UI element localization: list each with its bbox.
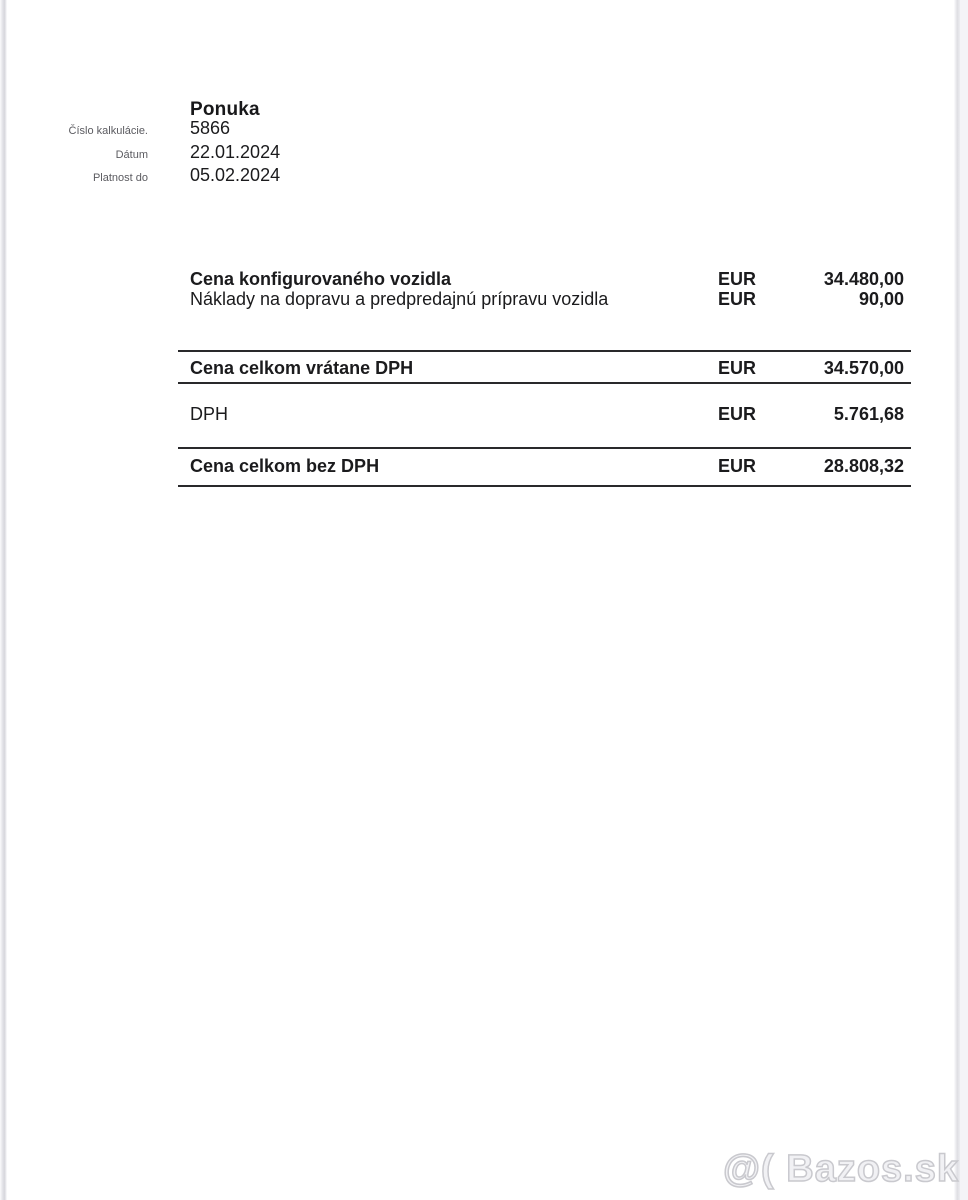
price-label: Cena celkom vrátane DPH (190, 358, 414, 378)
date-label: Dátum (115, 148, 148, 161)
total-row-excl-vat (178, 456, 912, 476)
valid-until-value: 05.02.2024 (190, 165, 281, 186)
meta-row-calculation-number (40, 118, 460, 142)
divider (178, 485, 911, 487)
document-meta (40, 118, 460, 189)
amount-value: 28.808,32 (823, 456, 904, 476)
calculation-number-label: Číslo kalkulácie. (68, 125, 148, 137)
currency-label: EUR (718, 456, 757, 476)
currency-label: EUR (718, 358, 757, 378)
page-edge-right-margin (960, 0, 968, 1200)
amount-value: 34.480,00 (823, 269, 904, 289)
price-row-delivery-prep (178, 289, 912, 309)
amount-value: 5.761,68 (833, 404, 904, 424)
total-row-incl-vat (178, 358, 912, 378)
calculation-number-value: 5866 (190, 118, 231, 138)
divider (178, 447, 911, 449)
page-edge-left (0, 0, 7, 1200)
meta-row-valid-until (40, 165, 460, 189)
divider (178, 350, 911, 352)
currency-label: EUR (718, 289, 757, 309)
bazos-watermark: @( Bazos.sk (722, 1148, 959, 1190)
price-row-vehicle-config (178, 269, 912, 289)
price-label: Cena konfigurovaného vozidla (190, 269, 452, 289)
vat-row (178, 404, 912, 424)
date-value: 22.01.2024 (190, 141, 281, 162)
amount-value: 34.570,00 (823, 358, 904, 378)
currency-label: EUR (718, 269, 757, 289)
meta-row-date (40, 142, 460, 166)
amount-value: 90,00 (858, 289, 904, 309)
valid-until-label: Platnost do (92, 172, 148, 185)
price-label: Náklady na dopravu a predpredajnú prípravu vozidla (190, 289, 609, 309)
currency-label: EUR (718, 404, 757, 424)
price-label: Cena celkom bez DPH (190, 456, 380, 476)
document-title: Ponuka (190, 99, 260, 120)
divider (178, 382, 911, 384)
price-label: DPH (190, 404, 229, 424)
